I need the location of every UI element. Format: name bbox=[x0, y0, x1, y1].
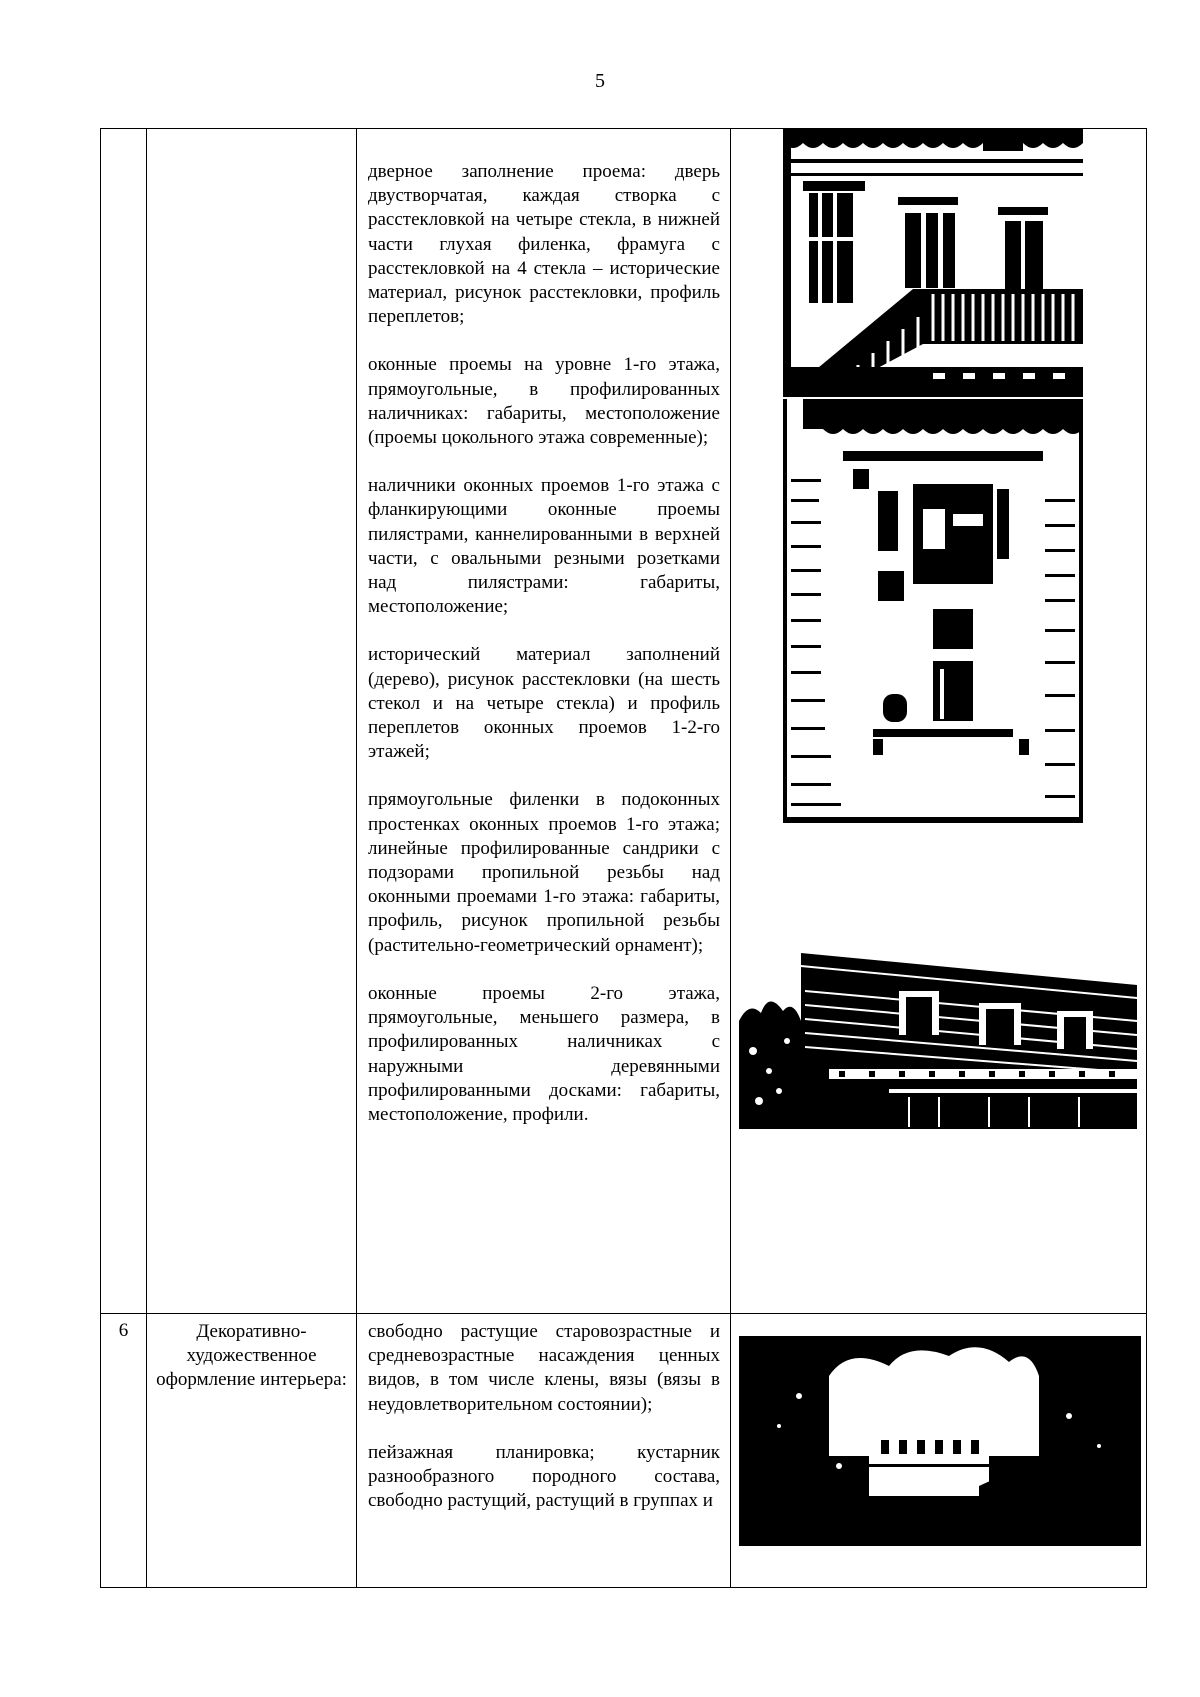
description-paragraph: прямоугольные филенки в подоконных простенках оконных проемов 1-го этажа; линейные профилированные сандрики с подзорами пропильной резьбы над оконными проемами 1-го этажа: габариты, профиль, рисунок пропильной резьбы (растительно-геометрический орнамент); bbox=[368, 789, 720, 956]
description-paragraph: наличники оконных проемов 1-го этажа с фланкирующими оконные проемы пилястрами, каннелированными в верхней части, с овальными резными розетками над пилястрами: габариты, местоположение; bbox=[368, 475, 720, 618]
row-name: Декоративно-художественное оформление интерьера: bbox=[147, 1314, 357, 1588]
page-number: 5 bbox=[595, 70, 605, 92]
photo-cell bbox=[731, 1314, 1147, 1588]
row-name bbox=[147, 129, 357, 1314]
window-surround-photo bbox=[783, 399, 1083, 823]
row-number: 6 bbox=[101, 1314, 147, 1588]
table-row bbox=[101, 1314, 1147, 1588]
row-number bbox=[101, 129, 147, 1314]
table-row bbox=[101, 129, 1147, 1314]
description-paragraph: исторический материал заполнений (дерево), рисунок расстекловки (на шесть стекол и на четыре стекла) и профиль переплетов оконных проемов 1-2-го этажей; bbox=[368, 644, 720, 763]
description-paragraph: оконные проемы 2-го этажа, прямоугольные, меньшего размера, в профилированных наличниках с наружными деревянными профилированными досками: габариты, местоположение, профили. bbox=[368, 982, 720, 1125]
description-paragraph: свободно растущие старовозрастные и средневозрастные насаждения ценных видов, в том числе клены, вязы (вязы в неудовлетворительном состоянии); bbox=[368, 1321, 720, 1415]
balcony-facade-photo bbox=[783, 129, 1083, 397]
row-description bbox=[357, 129, 731, 1314]
description-paragraph: оконные проемы на уровне 1-го этажа, прямоугольные, в профилированных наличниках: габариты, местоположение (проемы цокольного этажа современные); bbox=[368, 354, 720, 449]
park-trees-photo bbox=[739, 1336, 1141, 1546]
description-paragraph: пейзажная планировка; кустарник разнообразного породного состава, свободно растущий, растущий в группах и bbox=[368, 1441, 720, 1512]
description-paragraph: дверное заполнение проема: дверь двустворчатая, каждая створка с расстекловкой на четыре стекла, в нижней части глухая филенка, фрамуга с расстекловкой на 4 стекла – исторические материал, рисунок расстекловки, профиль переплетов; bbox=[368, 161, 720, 328]
building-cornice-photo bbox=[739, 951, 1137, 1129]
heritage-table bbox=[100, 128, 1147, 1588]
photo-cell bbox=[731, 129, 1147, 1314]
row-description bbox=[357, 1314, 731, 1588]
